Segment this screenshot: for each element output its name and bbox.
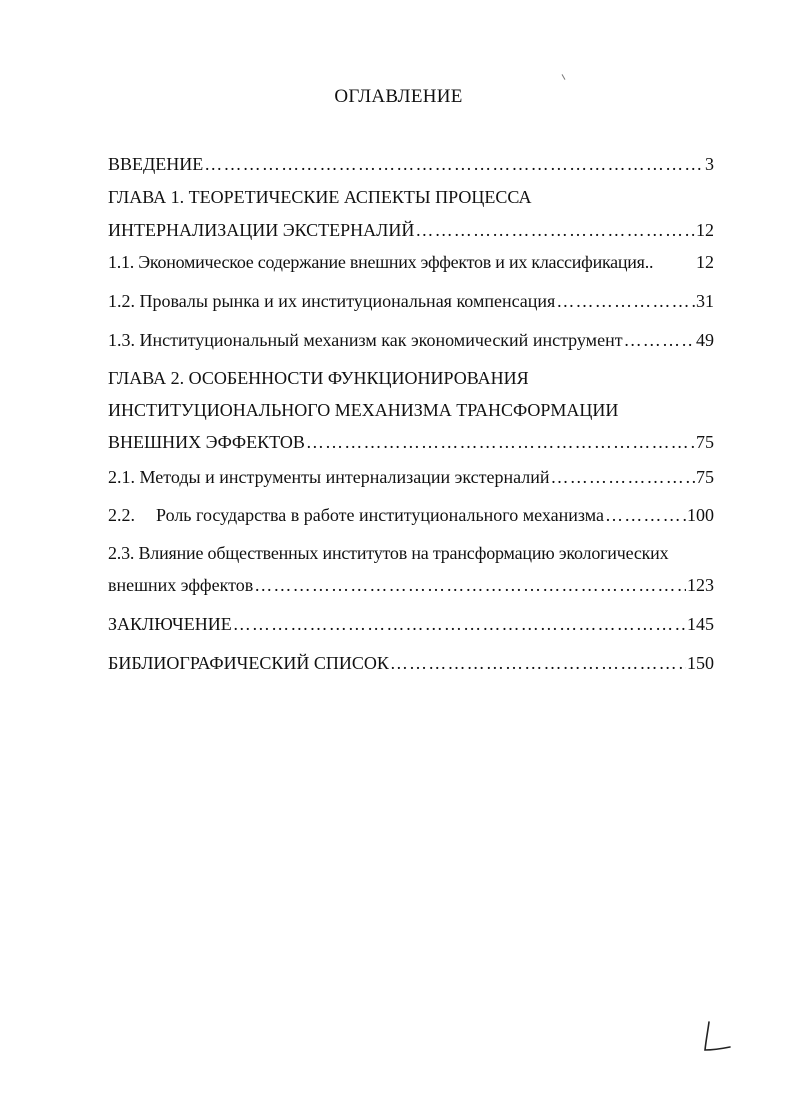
toc-section-2-3-line1: 2.3. Влияние общественных институтов на трансформацию экологических xyxy=(108,543,669,563)
dot-leader xyxy=(605,503,686,527)
page-title: ОГЛАВЛЕНИЕ xyxy=(334,86,463,107)
toc-chapter-2-title-line2: ИНСТИТУЦИОНАЛЬНОГО МЕХАНИЗМА ТРАНСФОРМАЦИИ xyxy=(108,400,619,420)
dot-leader xyxy=(556,289,695,313)
toc-entry-intro[interactable] xyxy=(108,152,714,176)
toc-entry-label: 1.3. Институциональный механизм как экономический инструмент xyxy=(108,330,623,350)
toc-entry-label: ЗАКЛЮЧЕНИЕ xyxy=(108,614,232,634)
toc-page-number: 75 xyxy=(696,432,714,452)
toc-entry-label: внешних эффектов xyxy=(108,575,254,595)
stray-mark xyxy=(562,74,566,80)
toc-entry-section-1-2[interactable] xyxy=(108,289,714,313)
toc-entry-label: ИНТЕРНАЛИЗАЦИИ ЭКСТЕРНАЛИЙ xyxy=(108,220,415,240)
toc-page-number: 12 xyxy=(696,252,714,272)
toc-entry-label: ВНЕШНИХ ЭФФЕКТОВ xyxy=(108,432,305,452)
toc-page-number: 100 xyxy=(687,505,714,525)
toc-entry-section-1-3[interactable] xyxy=(108,328,714,352)
toc-page-number: 31 xyxy=(696,291,714,311)
toc-entry-section-2-3[interactable] xyxy=(108,573,714,597)
toc-page-number: 12 xyxy=(696,220,714,240)
toc-entry-label: 1.1. Экономическое содержание внешних эффектов и их классификация.. xyxy=(108,252,654,272)
dot-leader xyxy=(204,152,704,176)
toc-entry-bibliography[interactable] xyxy=(108,651,714,675)
toc-entry-label: 1.2. Провалы рынка и их институциональная компенсация xyxy=(108,291,556,311)
toc-entry-label: 2.1. Методы и инструменты интернализации экстерналий xyxy=(108,467,550,487)
toc-entry-section-1-1[interactable] xyxy=(108,250,714,274)
dot-leader xyxy=(624,328,695,352)
dot-leader xyxy=(390,651,686,675)
toc-page-number: 150 xyxy=(687,653,714,673)
toc-chapter-2-title-line1: ГЛАВА 2. ОСОБЕННОСТИ ФУНКЦИОНИРОВАНИЯ xyxy=(108,368,529,388)
handwritten-signature-mark xyxy=(700,1020,736,1056)
toc-entry-number: 2.2. xyxy=(108,505,135,525)
toc-page-number: 49 xyxy=(696,330,714,350)
toc-page-number: 75 xyxy=(696,467,714,487)
dot-leader xyxy=(306,430,695,454)
dot-leader xyxy=(551,465,695,489)
toc-entry-label: ВВЕДЕНИЕ xyxy=(108,154,204,174)
toc-chapter-1-title-line1: ГЛАВА 1. ТЕОРЕТИЧЕСКИЕ АСПЕКТЫ ПРОЦЕССА xyxy=(108,187,532,207)
toc-entry-chapter-1[interactable] xyxy=(108,218,714,242)
toc-entry-section-2-2[interactable] xyxy=(108,503,714,527)
toc-page-number: 145 xyxy=(687,614,714,634)
toc-page-number: 3 xyxy=(705,154,714,174)
toc-entry-section-2-1[interactable] xyxy=(108,465,714,489)
toc-page-number: 123 xyxy=(687,575,714,595)
dot-leader xyxy=(415,218,695,242)
dot-leader xyxy=(233,612,686,636)
toc-entry-conclusion[interactable] xyxy=(108,612,714,636)
toc-entry-label: БИБЛИОГРАФИЧЕСКИЙ СПИСОК xyxy=(108,653,389,673)
toc-entry-label: Роль государства в работе институционального механизма xyxy=(156,505,604,525)
dot-leader xyxy=(254,573,686,597)
toc-entry-chapter-2[interactable] xyxy=(108,430,714,454)
